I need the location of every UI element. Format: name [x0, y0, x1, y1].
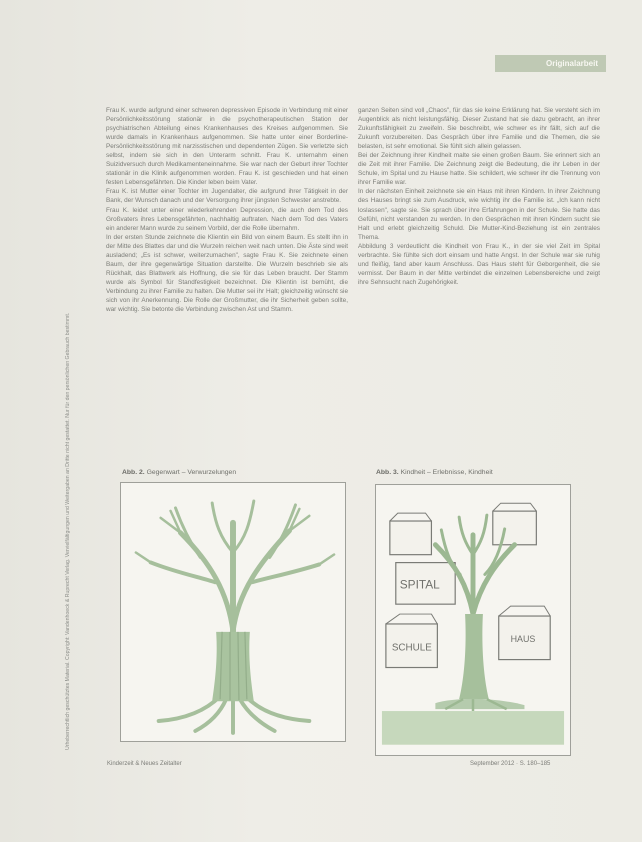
tree-drawing-figure [120, 482, 346, 742]
paragraph: Frau K. wurde aufgrund einer schweren depressiven Episode in Verbindung mit einer Persönlichkeitsstörung stationär in die psychotherapeutischen Station der psychiatrischen Abteilung eines Krankenhauses des Kreises aufgenommen. Sie wurde damals in Krankenhaus aufgenommen. Sie hatte unter einer Borderline-Persönlichkeitsstörung mit narzisstischen und dependenten Zügen. Sie verletzte sich selbst, indem sie sich in den Unterarm schnitt. Frau K. unternahm einen Suizidversuch durch Medikamenteneinnahme. Sie war nach der Geburt ihrer Tochter stationär in die Klinik aufgenommen worden. Frau K. ist geschieden und hat einen festen Lebensgefährten. Die Kinder leben beim Vater. [106, 107, 348, 187]
tree-with-boxes-figure [375, 484, 571, 756]
paragraph: Frau K. ist Mutter einer Tochter im Jugendalter, die aufgrund ihrer Tätigkeit in der Bank, der Wunsch danach und der Versorgung ihrer jüngsten Schwester anstrebte. [106, 188, 348, 205]
paragraph: Bei der Zeichnung ihrer Kindheit malte sie einen großen Baum. Sie erinnert sich an die Zeit mit ihrer Familie. Die Zeichnung zeigt die Bedeutung, die ihr Leben in der Schule, im Spital und zu Hause hatte. Sie schildert, wie schwer ihr die Trennung von ihrer Familie war. [358, 152, 600, 187]
box-label-schule: SCHULE [391, 642, 432, 654]
figure-caption-text: Gegenwart – Verwurzelungen [146, 469, 237, 476]
figure-caption-left [122, 469, 236, 476]
figure-label: Abb. 3. [376, 469, 399, 476]
paragraph: Abbildung 3 verdeutlicht die Kindheit von Frau K., in der sie viel Zeit im Spital verbrachte. Sie fühlte sich dort einsam und hatte Angst. In der Schule war sie ruhig und fleißig, fand aber kaum Anschluss. Das Haus steht für Geborgenheit, die sie vermisst. Der Baum in der Mitte verbindet die einzelnen Lebensbereiche und zeigt ihre Sehnsucht nach Zugehörigkeit. [358, 242, 600, 286]
box-top-left [390, 521, 432, 555]
figure-caption-right [376, 469, 493, 476]
box-label-spital: SPITAL [399, 577, 440, 592]
paragraph: In der ersten Stunde zeichnete die Klientin ein Bild von einem Baum. Es stellt ihn in der Mitte des Blattes dar und die Wurzeln reichen weit nach unten. Die Äste sind weit ausladend; „Es ist schwer, weiterzumachen", sagte Frau K. Sie zeichnete einen Baum, der ihre gegenwärtige Situation darstellte. Die Wurzeln beschrieb sie als Rückhalt, das Blattwerk als Hoffnung, die sie für das Leben braucht. Der Stamm wurde als Symbol für Standfestigkeit bezeichnet. Die Klientin ist bemüht, die Verbindung zu ihrer Familie zu halten. Die Mutter sei ihr Halt; gleichzeitig wünscht sie sich von ihr Anerkennung. Die Rolle der Großmutter, die ihr Sicherheit geben sollte, war wichtig. Sie betonte die Verbindung zwischen Ast und Stamm. [106, 233, 348, 314]
box-top-right [493, 511, 537, 545]
figure-caption-text: Kindheit – Erlebnisse, Kindheit [400, 469, 493, 476]
section-tab: Originalarbeit [495, 55, 606, 72]
paragraph: In der nächsten Einheit zeichnete sie ein Haus mit ihren Kindern. In ihrer Zeichnung des Hauses bringt sie zum Ausdruck, wie wichtig ihr die Familie ist. „Ich kann nicht loslassen", sagte sie. Sie sprach über ihre Erfahrungen in der Schule. Sie hatte das Gefühl, nicht verstanden zu werden. In den Gesprächen mit ihren Kindern sucht sie Halt und erlebt gleichzeitig Schuld. Die Mutter-Kind-Beziehung ist ein zentrales Thema. [358, 188, 600, 241]
tree-drawing [121, 483, 345, 741]
tree-with-boxes-drawing [376, 485, 570, 755]
footer-right: September 2012 · S. 180–185 [470, 761, 551, 767]
copyright-sidebar: Urheberrechtlich geschütztes Material. Copyright: Vandenhoeck & Ruprecht Verlag. Vervielfältigungen und Weitergaben an Dritte nicht gestattet. Nur für den persönlichen Gebrauch bestimmt. [65, 312, 71, 750]
footer-left: Kinderzeit & Neues Zeitalter [107, 761, 182, 767]
paragraph: ganzen Seiten sind voll „Chaos", für das sie keine Erklärung hat. Sie versteht sich im Augenblick als nicht leistungsfähig. Dieser Zustand hat sie dazu gebracht, an ihrer Zukunftsfähigkeit zu zweifeln. Sie beschreibt, wie schwer es ihr fällt, sich auf die Zukunft vorzubereiten. Das Gespräch über ihre Familie und die Themen, die sie belasten, ist sehr emotional. Sie fühlt sich allein gelassen. [358, 107, 600, 151]
text-column-left [106, 106, 348, 458]
paragraph: Frau K. leidet unter einer wiederkehrenden Depression, die auch dem Tod des Großvaters ihres Lebensgefährten, nachhaltig auftraten. Nach dem Tod des Vaters ein anderer Mann wurde zu seinem Vorbild, der die Rolle übernahm. [106, 206, 348, 232]
figure-label: Abb. 2. [122, 469, 145, 476]
text-column-right [358, 106, 600, 458]
box-label-haus: HAUS [510, 633, 536, 644]
